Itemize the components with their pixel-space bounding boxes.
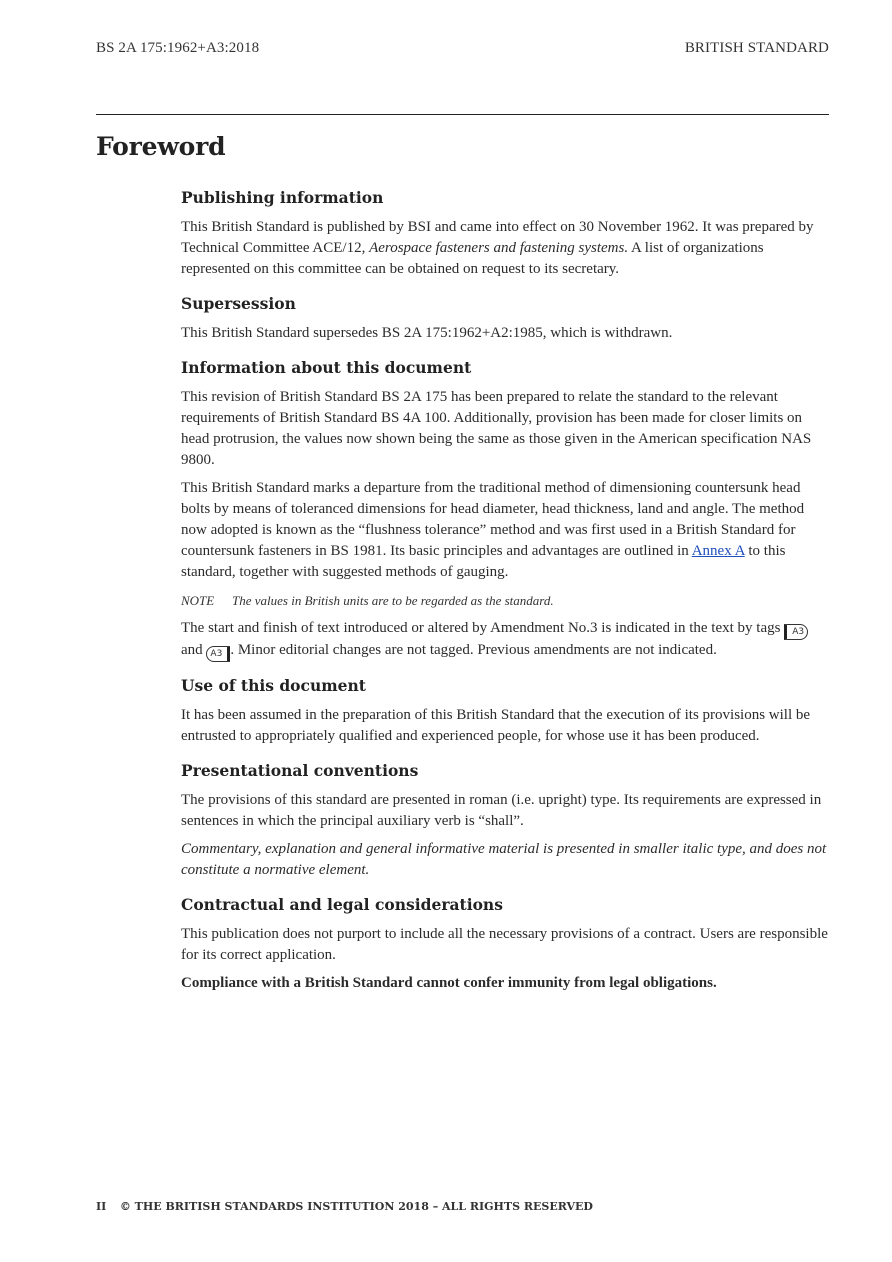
section-heading: Presentational conventions xyxy=(181,761,419,780)
section-contractual-legal xyxy=(181,893,831,994)
text-run: The start and finish of text introduced or altered by Amendment No.3 is indicated in the text by tags xyxy=(181,620,785,636)
paragraph: It has been assumed in the preparation of this British Standard that the execution of its provisions will be entrusted to appropriately qualified and experienced people, for whose use it has been produced. xyxy=(181,707,811,744)
paragraph: This revision of British Standard BS 2A 175 has been prepared to relate the standard to the relevant requirements of British Standard BS 4A 100. Additionally, provision has been made for closer limits on head protrusion, the values now shown being the same as those given in the American specification NAS 9800. xyxy=(181,389,812,468)
committee-title: Aerospace fasteners and fastening systems. xyxy=(369,240,629,256)
section-heading: Publishing information xyxy=(181,188,384,207)
section-use-of-document xyxy=(181,674,831,747)
text-run: A list of organizations represented on this committee can be obtained on request to its secretary. xyxy=(181,240,764,277)
paragraph: The provisions of this standard are presented in roman (i.e. upright) type. Its requirements are expressed in sentences in which the principal auxiliary verb is “shall”. xyxy=(181,792,822,829)
commentary-paragraph: Commentary, explanation and general informative material is presented in smaller italic type, and does not constitute a normative element. xyxy=(181,841,827,878)
note-label: NOTE xyxy=(181,593,215,608)
page-number: II xyxy=(96,1200,107,1213)
section-heading: Supersession xyxy=(181,294,296,313)
note-text: The values in British units are to be regarded as the standard. xyxy=(232,593,554,608)
section-information-about-document xyxy=(181,356,831,662)
amendment-end-tag-icon: A3 xyxy=(206,646,230,662)
foreword-content xyxy=(181,186,831,1006)
section-heading: Information about this document xyxy=(181,358,472,377)
header-rule xyxy=(96,114,829,115)
section-publishing-information xyxy=(181,186,831,280)
section-heading: Contractual and legal considerations xyxy=(181,895,503,914)
section-supersession xyxy=(181,292,831,344)
document-id: BS 2A 175:1962+A3:2018 xyxy=(96,40,260,56)
paragraph: This British Standard supersedes BS 2A 175:1962+A2:1985, which is withdrawn. xyxy=(181,325,673,341)
copyright-notice: © THE BRITISH STANDARDS INSTITUTION 2018 – ALL RIGHTS RESERVED xyxy=(119,1200,593,1213)
compliance-statement: Compliance with a British Standard cannot confer immunity from legal obligations. xyxy=(181,975,717,991)
amendment-start-tag-icon: A3 xyxy=(784,624,808,640)
page-header xyxy=(96,40,829,57)
text-run: This British Standard marks a departure from the traditional method of dimensioning countersunk head bolts by means of toleranced dimensions for head diameter, head thickness, land and angle. The method now adopted is known as the “flushness tolerance” method and was first used in a British Standard for countersunk fasteners in BS 1981. Its basic principles and advantages are outlined in xyxy=(181,480,805,559)
paragraph: This publication does not purport to include all the necessary provisions of a contract. Users are responsible for its correct application. xyxy=(181,926,828,963)
paragraph xyxy=(181,618,831,662)
section-presentational-conventions xyxy=(181,759,831,881)
annex-a-link[interactable]: Annex A xyxy=(691,543,745,559)
page-footer xyxy=(96,1200,593,1213)
text-run: and xyxy=(181,642,207,658)
paragraph xyxy=(181,217,831,280)
text-run: This British Standard is published by BSI and came into effect on 30 November 1962. It was prepared by Technical Committee ACE/12, xyxy=(181,219,814,256)
paragraph xyxy=(181,478,831,583)
text-run: to this standard, together with suggested methods of gauging. xyxy=(181,543,786,580)
page-title: Foreword xyxy=(96,132,226,161)
note xyxy=(181,590,831,611)
text-run: . Minor editorial changes are not tagged. Previous amendments are not indicated. xyxy=(230,642,717,658)
document-type: BRITISH STANDARD xyxy=(684,40,829,56)
section-heading: Use of this document xyxy=(181,676,366,695)
